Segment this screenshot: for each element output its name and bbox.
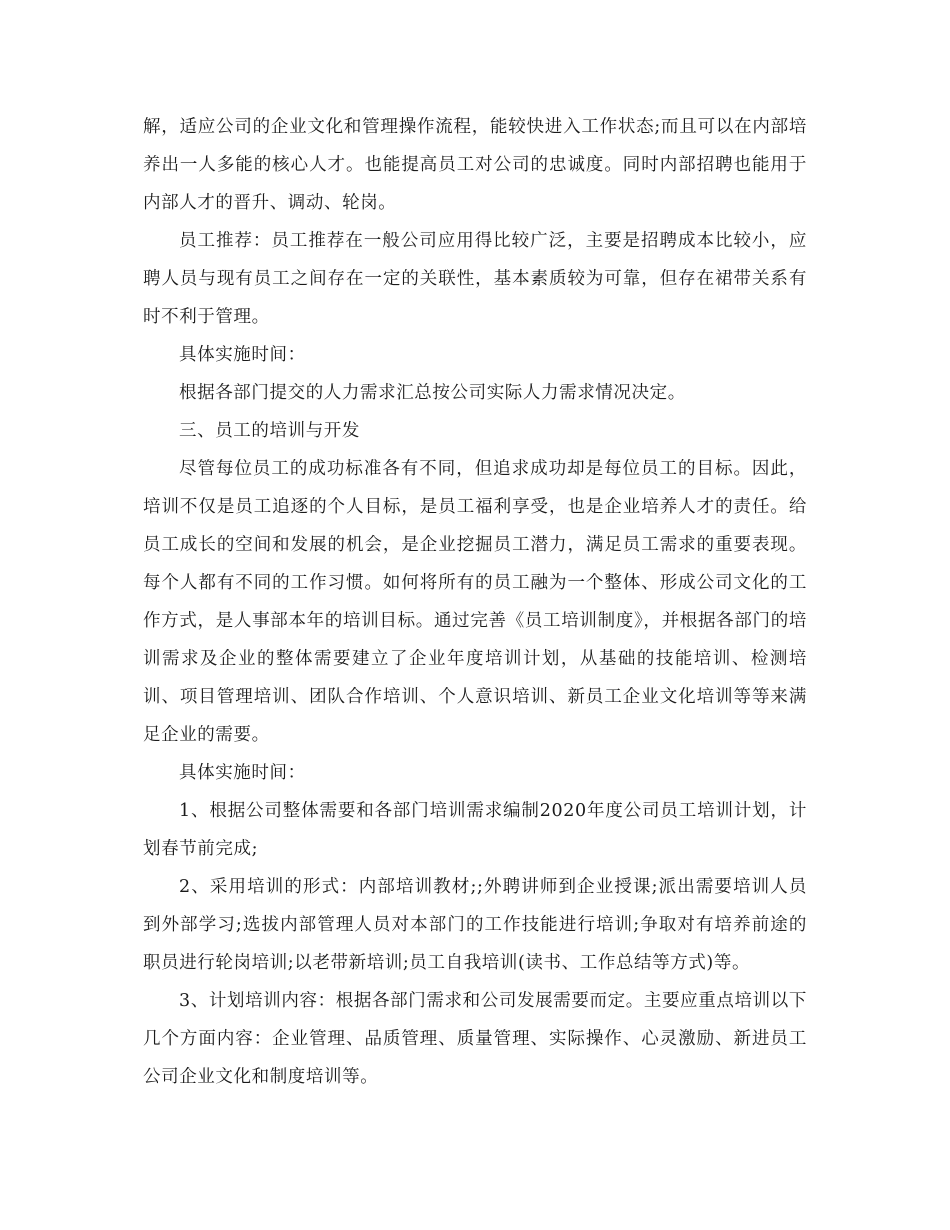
paragraph-implementation-time-detail: 根据各部门提交的人力需求汇总按公司实际人力需求情况决定。: [179, 383, 686, 403]
paragraph-employee-referral: 员工推荐：员工推荐在一般公司应用得比较广泛，主要是招聘成本比较小，应聘人员与现有员工之间存在一定的关联性，基本素质较为可靠，但存在裙带关系有时不利于管理。: [143, 231, 807, 327]
paragraph-implementation-time-label-2: 具体实施时间：: [179, 763, 306, 783]
list-item-training-forms: 2、采用培训的形式：内部培训教材;;外聘讲师到企业授课;派出需要培训人员到外部学习;选拔内部管理人员对本部门的工作技能进行培训;争取对有培养前途的职员进行轮岗培训;以老带新培训;员工自我培训(读书、工作总结等方式)等。: [143, 877, 807, 973]
section-heading-training: 三、员工的培训与开发: [179, 421, 360, 441]
paragraph-training-overview: 尽管每位员工的成功标准各有不同，但追求成功却是每位员工的目标。因此，培训不仅是员工追逐的个人目标，是员工福利享受，也是企业培养人才的责任。给员工成长的空间和发展的机会，是企业挖掘员工潜力，满足员工需求的重要表现。每个人都有不同的工作习惯。如何将所有的员工融为一个整体、形成公司文化的工作方式，是人事部本年的培训目标。通过完善《员工培训制度》，并根据各部门的培训需求及企业的整体需要建立了企业年度培训计划，从基础的技能培训、检测培训、项目管理培训、团队合作培训、个人意识培训、新员工企业文化培训等等来满足企业的需要。: [143, 459, 807, 745]
body-text: [143, 108, 807, 1096]
paragraph-implementation-time-label: 具体实施时间：: [179, 345, 306, 365]
list-item-training-plan: 1、根据公司整体需要和各部门培训需求编制2020年度公司员工培训计划，计划春节前完成;: [143, 801, 807, 859]
paragraph-recruitment-continued: 解，适应公司的企业文化和管理操作流程，能较快进入工作状态;而且可以在内部培养出一人多能的核心人才。也能提高员工对公司的忠诚度。同时内部招聘也能用于内部人才的晋升、调动、轮岗。: [143, 117, 807, 213]
list-item-training-content: 3、计划培训内容：根据各部门需求和公司发展需要而定。主要应重点培训以下几个方面内容：企业管理、品质管理、质量管理、实际操作、心灵激励、新进员工公司企业文化和制度培训等。: [143, 991, 807, 1087]
